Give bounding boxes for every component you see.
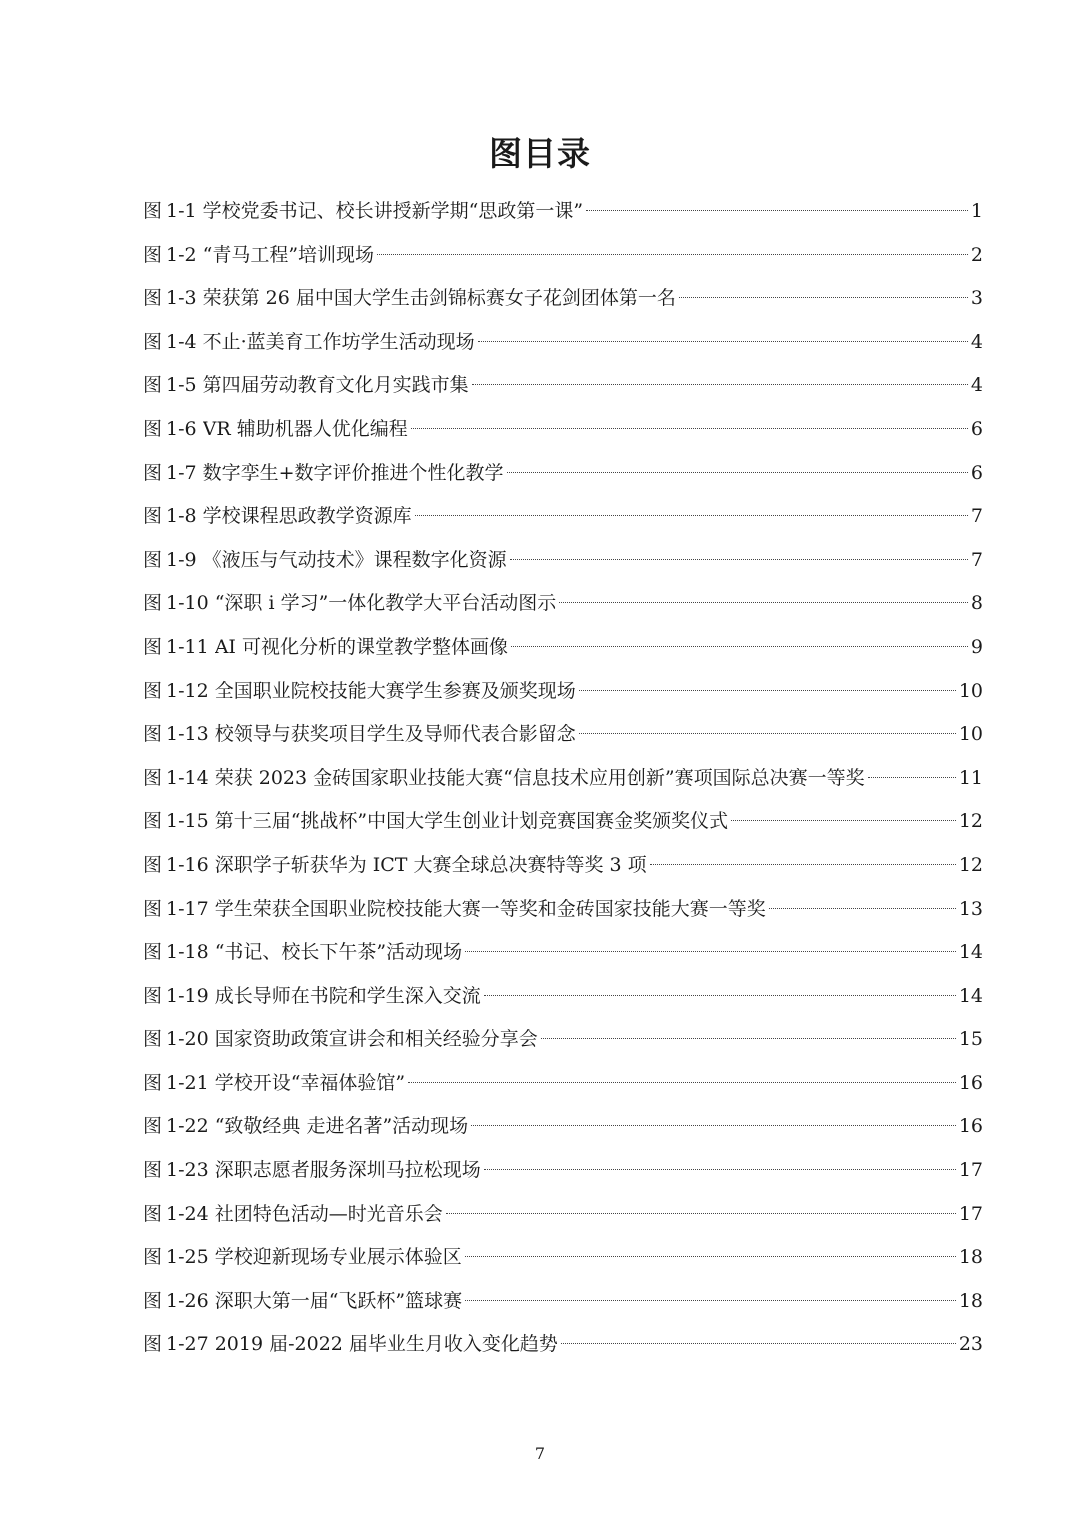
- toc-entry-caption: 深职大第一届“飞跃杯”篮球赛: [214, 1289, 463, 1312]
- toc-entry[interactable]: [143, 324, 983, 368]
- toc-entry-page: 6: [970, 417, 983, 440]
- page-number: 7: [534, 1444, 546, 1463]
- toc-entry-label: 图: [143, 374, 163, 397]
- toc-entry[interactable]: [143, 498, 983, 542]
- toc-entry-caption: “深职 i 学习”一体化教学大平台活动图示: [214, 592, 557, 615]
- toc-entry-label: 图: [143, 1246, 163, 1269]
- toc-entry-caption: 第四届劳动教育文化月实践市集: [202, 374, 469, 397]
- toc-entry-label: 图: [143, 853, 163, 876]
- dot-leader: [484, 1169, 956, 1170]
- toc-entry-number: 1-9: [166, 548, 197, 571]
- dot-leader: [471, 1125, 956, 1126]
- toc-entry-page: 18: [958, 1289, 983, 1312]
- toc-entry-caption: 国家资助政策宣讲会和相关经验分享会: [214, 1028, 538, 1051]
- toc-entry-label: 图: [143, 723, 163, 746]
- dot-leader: [559, 602, 968, 603]
- dot-leader: [650, 864, 956, 865]
- toc-entry[interactable]: [143, 1108, 983, 1152]
- toc-entry-number: 1-26: [166, 1289, 209, 1312]
- toc-entry[interactable]: [143, 1283, 983, 1327]
- dot-leader: [769, 908, 956, 909]
- dot-leader: [484, 995, 956, 996]
- toc-entry-number: 1-13: [166, 723, 209, 746]
- toc-entry-number: 1-19: [166, 984, 209, 1007]
- toc-entry-label: 图: [143, 287, 163, 310]
- toc-entry[interactable]: [143, 716, 983, 760]
- toc-entry[interactable]: [143, 193, 983, 237]
- toc-entry-number: 1-5: [166, 374, 197, 397]
- dot-leader: [510, 559, 968, 560]
- dot-leader: [415, 515, 968, 516]
- toc-entry-caption: “书记、校长下午茶”活动现场: [214, 941, 463, 964]
- dot-leader: [511, 646, 968, 647]
- dot-leader: [472, 384, 968, 385]
- toc-entry[interactable]: [143, 411, 983, 455]
- toc-entry-page: 15: [958, 1028, 983, 1051]
- dot-leader: [478, 341, 968, 342]
- figure-toc-list: [143, 193, 983, 1370]
- toc-entry-page: 18: [958, 1246, 983, 1269]
- dot-leader: [731, 820, 956, 821]
- toc-entry-label: 图: [143, 1115, 163, 1138]
- toc-entry-page: 12: [958, 853, 983, 876]
- toc-entry-number: 1-12: [166, 679, 209, 702]
- toc-entry-number: 1-2: [166, 243, 197, 266]
- toc-entry-number: 1-11: [166, 635, 209, 658]
- toc-entry-number: 1-22: [166, 1115, 209, 1138]
- toc-entry-page: 7: [970, 548, 983, 571]
- toc-entry-caption: AI 可视化分析的课堂教学整体画像: [214, 635, 508, 658]
- toc-entry-caption: 《液压与气动技术》课程数字化资源: [202, 548, 507, 571]
- toc-entry-caption: 学生荣获全国职业院校技能大赛一等奖和金砖国家技能大赛一等奖: [214, 897, 766, 920]
- toc-entry-number: 1-27: [166, 1333, 209, 1356]
- dot-leader: [446, 1213, 956, 1214]
- toc-entry-label: 图: [143, 897, 163, 920]
- toc-entry-page: 16: [958, 1071, 983, 1094]
- toc-entry-number: 1-14: [166, 766, 209, 789]
- toc-entry-number: 1-24: [166, 1202, 209, 1225]
- toc-entry[interactable]: [143, 934, 983, 978]
- toc-entry-label: 图: [143, 200, 163, 222]
- toc-entry-number: 1-20: [166, 1028, 209, 1051]
- toc-entry-number: 1-17: [166, 897, 209, 920]
- toc-entry-page: 4: [970, 374, 983, 397]
- toc-entry[interactable]: [143, 978, 983, 1022]
- toc-entry-number: 1-10: [166, 592, 209, 615]
- toc-entry-caption: 深职志愿者服务深圳马拉松现场: [214, 1159, 481, 1182]
- toc-entry-label: 图: [143, 941, 163, 964]
- toc-entry-page: 7: [970, 505, 983, 528]
- toc-entry-label: 图: [143, 505, 163, 528]
- toc-entry-page: 14: [958, 941, 983, 964]
- toc-entry-page: 9: [970, 635, 983, 658]
- toc-entry-number: 1-16: [166, 853, 209, 876]
- toc-entry-page: 17: [958, 1159, 983, 1182]
- toc-entry-caption: 社团特色活动—时光音乐会: [214, 1202, 443, 1225]
- toc-entry[interactable]: [143, 1326, 983, 1370]
- toc-entry-page: 13: [958, 897, 983, 920]
- toc-entry-label: 图: [143, 635, 163, 658]
- dot-leader: [679, 297, 968, 298]
- toc-entry-caption: VR 辅助机器人优化编程: [202, 417, 408, 440]
- toc-entry-caption: 学校党委书记、校长讲授新学期“思政第一课”: [202, 200, 584, 222]
- toc-entry-number: 1-25: [166, 1246, 209, 1269]
- toc-entry-number: 1-6: [166, 417, 197, 440]
- toc-entry-number: 1-7: [166, 461, 197, 484]
- toc-entry[interactable]: [143, 1239, 983, 1283]
- toc-entry-page: 12: [958, 810, 983, 833]
- toc-entry[interactable]: [143, 629, 983, 673]
- toc-entry-number: 1-23: [166, 1159, 209, 1182]
- toc-entry-page: 1: [970, 200, 983, 222]
- toc-entry[interactable]: [143, 367, 983, 411]
- toc-entry-label: 图: [143, 330, 163, 353]
- toc-entry-caption: 深职学子斩获华为 ICT 大赛全球总决赛特等奖 3 项: [214, 853, 647, 876]
- toc-entry-page: 17: [958, 1202, 983, 1225]
- toc-entry-label: 图: [143, 679, 163, 702]
- toc-entry[interactable]: [143, 803, 983, 847]
- toc-entry-page: 11: [958, 766, 983, 789]
- toc-entry-page: 8: [970, 592, 983, 615]
- toc-entry-caption: 荣获第 26 届中国大学生击剑锦标赛女子花剑团体第一名: [202, 287, 676, 310]
- toc-entry-caption: 成长导师在书院和学生深入交流: [214, 984, 481, 1007]
- dot-leader: [579, 733, 956, 734]
- dot-leader: [507, 472, 968, 473]
- toc-entry-label: 图: [143, 984, 163, 1007]
- toc-entry-label: 图: [143, 1071, 163, 1094]
- toc-entry-caption: “青马工程”培训现场: [202, 243, 375, 266]
- toc-entry[interactable]: [143, 1065, 983, 1109]
- toc-entry[interactable]: [143, 673, 983, 717]
- toc-entry-label: 图: [143, 810, 163, 833]
- toc-entry-page: 6: [970, 461, 983, 484]
- toc-entry[interactable]: [143, 1021, 983, 1065]
- toc-entry-page: 2: [970, 243, 983, 266]
- dot-leader: [579, 690, 956, 691]
- toc-entry[interactable]: [143, 280, 983, 324]
- toc-entry-page: 23: [958, 1333, 983, 1356]
- toc-entry-number: 1-1: [166, 200, 197, 222]
- toc-entry-caption: 校领导与获奖项目学生及导师代表合影留念: [214, 723, 576, 746]
- toc-entry-label: 图: [143, 592, 163, 615]
- dot-leader: [465, 1300, 956, 1301]
- toc-entry-number: 1-15: [166, 810, 209, 833]
- toc-entry-number: 1-3: [166, 287, 197, 310]
- toc-entry-page: 10: [958, 723, 983, 746]
- toc-entry-caption: 荣获 2023 金砖国家职业技能大赛“信息技术应用创新”赛项国际总决赛一等奖: [214, 766, 865, 789]
- dot-leader: [868, 777, 956, 778]
- toc-entry-caption: 不止·蓝美育工作坊学生活动现场: [202, 330, 475, 353]
- toc-entry-page: 4: [970, 330, 983, 353]
- toc-entry[interactable]: [143, 585, 983, 629]
- toc-entry-label: 图: [143, 1028, 163, 1051]
- toc-entry[interactable]: [143, 1196, 983, 1240]
- toc-entry-caption: 第十三届“挑战杯”中国大学生创业计划竞赛国赛金奖颁奖仪式: [214, 810, 729, 833]
- dot-leader: [561, 1343, 956, 1344]
- toc-entry-caption: 2019 届-2022 届毕业生月收入变化趋势: [214, 1333, 558, 1356]
- dot-leader: [411, 428, 968, 429]
- toc-entry-caption: 学校迎新现场专业展示体验区: [214, 1246, 462, 1269]
- toc-entry[interactable]: [143, 891, 983, 935]
- toc-entry-page: 10: [958, 679, 983, 702]
- toc-entry[interactable]: [143, 847, 983, 891]
- toc-entry-number: 1-4: [166, 330, 197, 353]
- toc-entry-page: 14: [958, 984, 983, 1007]
- toc-entry-caption: 全国职业院校技能大赛学生参赛及颁奖现场: [214, 679, 576, 702]
- dot-leader: [586, 210, 968, 211]
- toc-entry-caption: 学校开设“幸福体验馆”: [214, 1071, 406, 1094]
- toc-entry-label: 图: [143, 1289, 163, 1312]
- toc-entry-label: 图: [143, 417, 163, 440]
- dot-leader: [465, 1256, 956, 1257]
- toc-entry-label: 图: [143, 548, 163, 571]
- page-title: 图目录: [489, 134, 591, 173]
- toc-entry-label: 图: [143, 1333, 163, 1356]
- dot-leader: [465, 951, 956, 952]
- toc-entry-number: 1-8: [166, 505, 197, 528]
- toc-entry-caption: 学校课程思政教学资源库: [202, 505, 412, 528]
- toc-entry-caption: “致敬经典 走进名著”活动现场: [214, 1115, 469, 1138]
- toc-entry-label: 图: [143, 461, 163, 484]
- toc-entry[interactable]: [143, 455, 983, 499]
- dot-leader: [377, 254, 968, 255]
- toc-entry[interactable]: [143, 760, 983, 804]
- toc-entry-label: 图: [143, 243, 163, 266]
- toc-entry[interactable]: [143, 542, 983, 586]
- dot-leader: [408, 1082, 956, 1083]
- toc-entry-label: 图: [143, 1159, 163, 1182]
- toc-entry-number: 1-21: [166, 1071, 209, 1094]
- toc-entry-label: 图: [143, 1202, 163, 1225]
- toc-entry-label: 图: [143, 766, 163, 789]
- toc-entry[interactable]: [143, 237, 983, 281]
- toc-entry-number: 1-18: [166, 941, 209, 964]
- toc-entry-caption: 数字孪生+数字评价推进个性化教学: [202, 461, 504, 484]
- toc-entry[interactable]: [143, 1152, 983, 1196]
- dot-leader: [541, 1038, 956, 1039]
- toc-entry-page: 16: [958, 1115, 983, 1138]
- toc-entry-page: 3: [970, 287, 983, 310]
